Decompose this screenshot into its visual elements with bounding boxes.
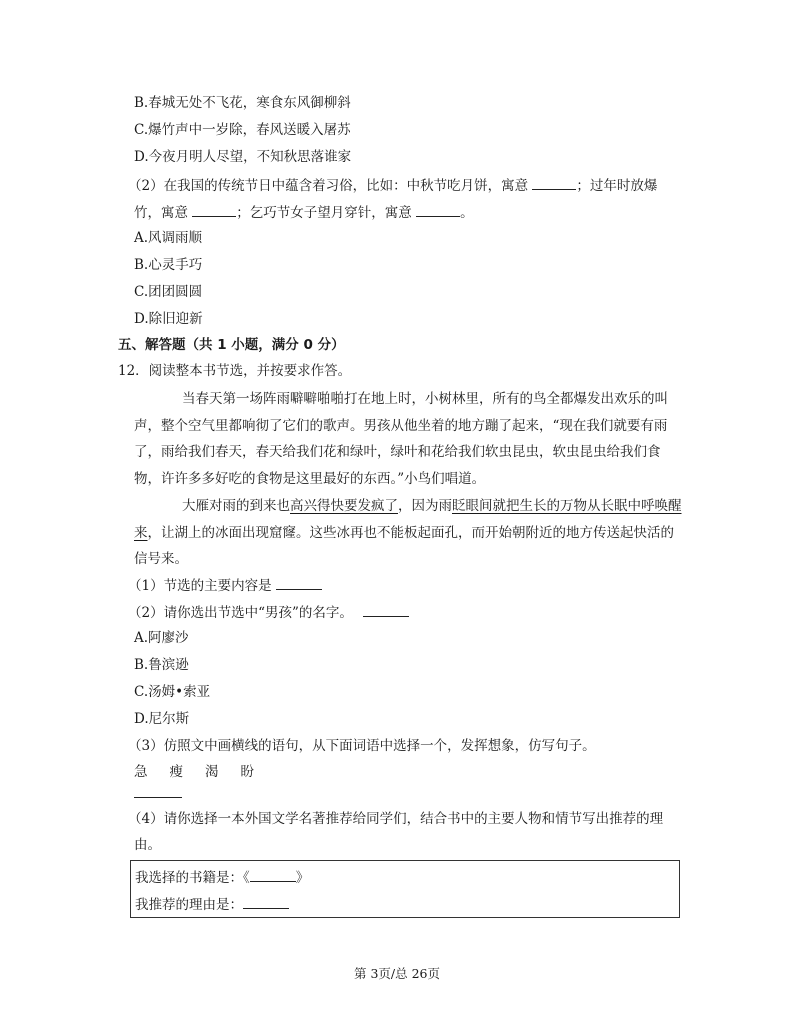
sub-question-3: （3）仿照文中画横线的语句，从下面词语中选择一个，发挥想象，仿写句子。 (128, 738, 596, 754)
q11-part2-line1 (128, 175, 657, 195)
underlined-phrase-1: 高兴得快要发疯了 (290, 498, 398, 514)
sub-question-1 (128, 575, 322, 595)
book-blank[interactable] (250, 867, 296, 882)
q11-part2-text-c: 竹，寓意 (134, 205, 188, 221)
word-4: 盼 (240, 764, 254, 780)
answer-blank[interactable] (192, 202, 236, 217)
para2-text-b: ，因为雨 (398, 498, 452, 514)
reason-label: 我推荐的理由是： (135, 897, 243, 913)
option-d: D.今夜月明人尽望，不知秋思落谁家 (134, 149, 352, 165)
box-line-reason (135, 894, 289, 914)
answer-blank[interactable] (134, 783, 182, 798)
underlined-phrase-2: 眨眼间就把生长的万物从长眠中呼唤醒来 (134, 498, 682, 541)
sub-question-4-line2: 由。 (134, 837, 161, 853)
sub1-text: （1）节选的主要内容是 (128, 578, 272, 594)
book-label-end: 》 (295, 870, 310, 886)
q11-option-a: A.风调雨顺 (134, 230, 203, 246)
q12-stem: 12．阅读整本书节选，并按要求作答。 (118, 363, 352, 379)
option-b: B.春城无处不飞花，寒食东风御柳斜 (134, 95, 351, 111)
book-label: 我选择的书籍是：《 (135, 870, 250, 886)
q11-part2-text-e: 。 (460, 205, 474, 221)
word-3: 渴 (205, 764, 219, 780)
passage-paragraph-2 (134, 493, 682, 573)
passage-paragraph-1: 当春天第一场阵雨噼噼啪啪打在地上时，小树林里，所有的鸟全都爆发出欢乐的叫声，整个空气里都响彻了它们的歌声。男孩从他坐着的地方蹦了起来，“现在我们就要有雨了，雨给我们春天，春天给我们花和绿叶，绿叶和花给我们软虫昆虫，软虫昆虫给我们食物，许许多多好吃的食物是这里最好的东西。”小鸟们唱道。 (134, 391, 668, 487)
sub-question-4-line1: （4）请你选择一本外国文学名著推荐给同学们，结合书中的主要人物和情节写出推荐的理 (128, 811, 664, 827)
q11-part2-text-d: ；乞巧节女子望月穿针，寓意 (236, 205, 412, 221)
para2-text-a: 大雁对雨的到来也 (182, 498, 290, 514)
sub2-option-b: B.鲁滨逊 (134, 657, 189, 673)
reason-blank[interactable] (243, 894, 289, 909)
sub2-option-c: C.汤姆•索亚 (134, 684, 211, 700)
q11-part2-text-b: ；过年时放爆 (576, 178, 658, 194)
word-2: 瘦 (169, 764, 183, 780)
q11-option-c: C.团团圆圆 (134, 284, 203, 300)
page-footer: 第 3页/总 26页 (353, 966, 441, 981)
box-line-book (135, 867, 309, 887)
para2-text-c: ，让湖上的冰面出现窟窿。这些冰再也不能板起面孔，而开始朝附近的地方传送起快活的信号来。 (134, 524, 674, 567)
sub2-option-d: D.尼尔斯 (134, 711, 190, 727)
sub2-text: （2）请你选出节选中“男孩”的名字。 (128, 605, 353, 621)
q11-option-b: B.心灵手巧 (134, 257, 203, 273)
option-c: C.爆竹声中一岁除，春风送暖入屠苏 (134, 122, 351, 138)
sub-question-2 (128, 602, 409, 622)
answer-blank[interactable] (276, 575, 322, 590)
answer-blank[interactable] (532, 175, 576, 190)
recommendation-box (130, 860, 680, 918)
sub2-option-a: A.阿廖沙 (134, 630, 189, 646)
section-title: 五、解答题（共 1 小题，满分 0 分） (118, 337, 345, 353)
word-list (134, 763, 276, 781)
answer-blank[interactable] (416, 202, 460, 217)
word-1: 急 (134, 764, 148, 780)
answer-blank[interactable] (363, 602, 409, 617)
q11-part2-line2 (134, 202, 474, 222)
q11-part2-text-a: （2）在我国的传统节日中蕴含着习俗，比如：中秋节吃月饼，寓意 (128, 178, 529, 194)
q11-option-d: D.除旧迎新 (134, 311, 203, 327)
